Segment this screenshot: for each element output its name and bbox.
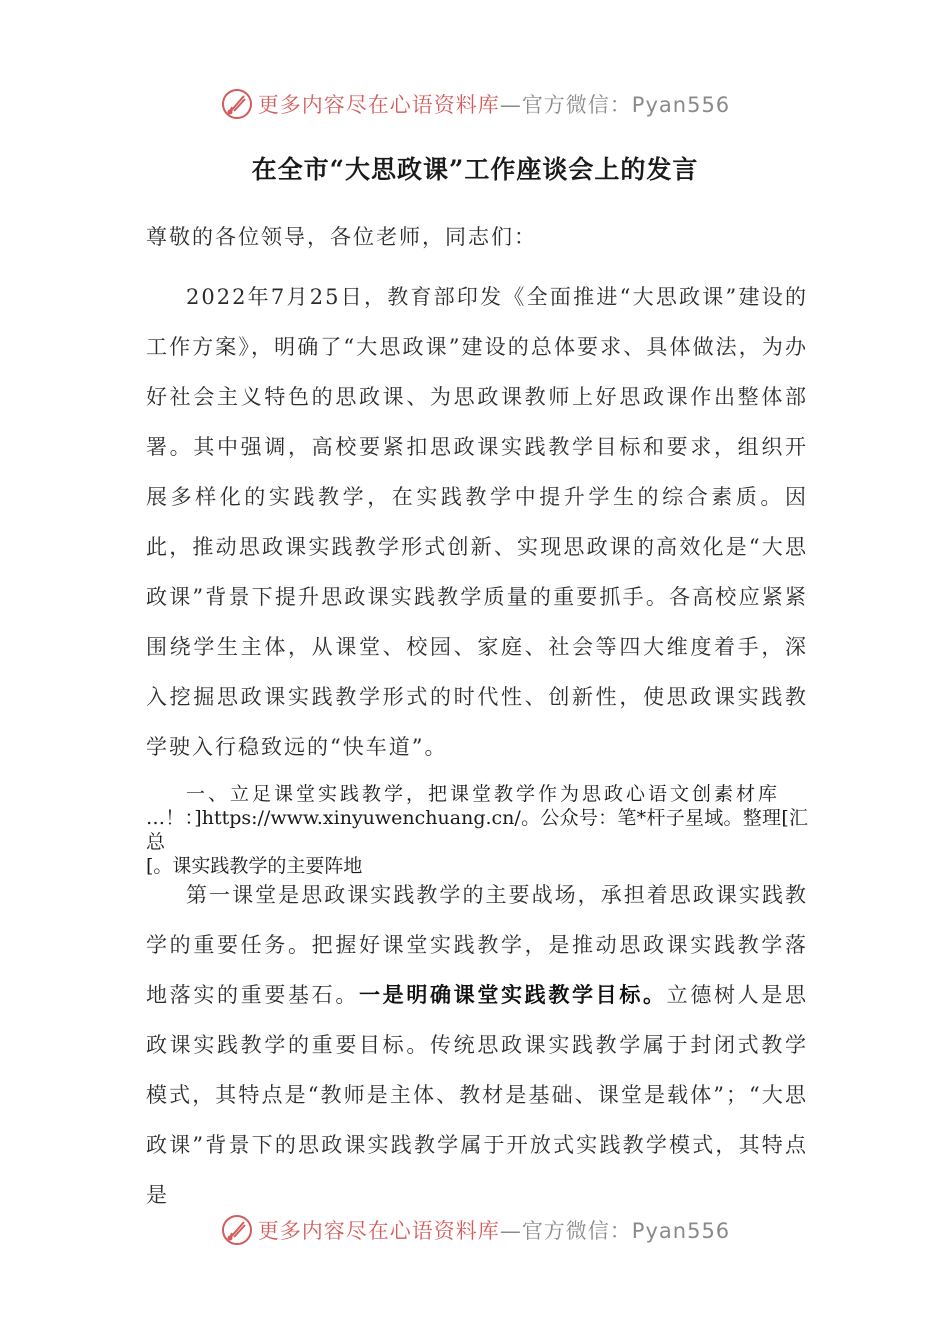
document-title: 在全市“大思政课”工作座谈会上的发言 [251, 155, 699, 184]
quill-logo-icon [220, 87, 254, 121]
paragraph-classroom [146, 870, 808, 1220]
section-heading-line-2: …！：]https://www.xinyuwenchuang.cn/。公众号：笔*杆子星域。整理[汇总 [146, 807, 808, 853]
quill-logo-icon [220, 1213, 254, 1247]
paragraph-classroom-part1: 第一课堂是思政课实践教学的主要战场，承担着思政课实践教学的重要任务。把握好课堂实践教学，是推动思政课实践教学落地落实的重要基石。 [146, 883, 808, 1007]
banner-text: 更多内容尽在心语资料库—官方微信：Pyan556 [257, 93, 731, 117]
section-heading-line-3: [。课实践教学的主要阵地 [146, 855, 363, 877]
salutation: 尊敬的各位领导，各位老师，同志们： [146, 225, 537, 249]
banner-text: 更多内容尽在心语资料库—官方微信：Pyan556 [257, 1219, 731, 1243]
header-watermark-banner [0, 84, 950, 124]
paragraph-classroom-part2: 立德树人是思政课实践教学的重要目标。传统思政课实践教学属于封闭式教学模式，其特点是“教师是主体、教材是基础、课堂是载体”；“大思政课”背景下的思政课实践教学属于开放式实践教学模式，其特点是 [146, 983, 809, 1207]
section-heading-1 [146, 782, 808, 878]
section-heading-line-1: 一、立足课堂实践教学，把课堂教学作为思政心语文创素材库 [186, 783, 781, 805]
footer-watermark-banner [0, 1210, 950, 1250]
paragraph-intro: 2022年7月25日，教育部印发《全面推进“大思政课”建设的工作方案》，明确了“大思政课”建设的总体要求、具体做法，为办好社会主义特色的思政课、为思政课教师上好思政课作出整体部署。其中强调，高校要紧扣思政课实践教学目标和要求，组织开展多样化的实践教学，在实践教学中提升学生的综合素质。因此，推动思政课实践教学形式创新、实现思政课的高效化是“大思政课”背景下提升思政课实践教学质量的重要抓手。各高校应紧紧围绕学生主体，从课堂、校园、家庭、社会等四大维度着手，深入挖掘思政课实践教学形式的时代性、创新性，使思政课实践教学驶入行稳致远的“快车道”。 [146, 285, 808, 759]
paragraph-classroom-bold: 一是明确课堂实践教学目标。 [359, 982, 667, 1007]
